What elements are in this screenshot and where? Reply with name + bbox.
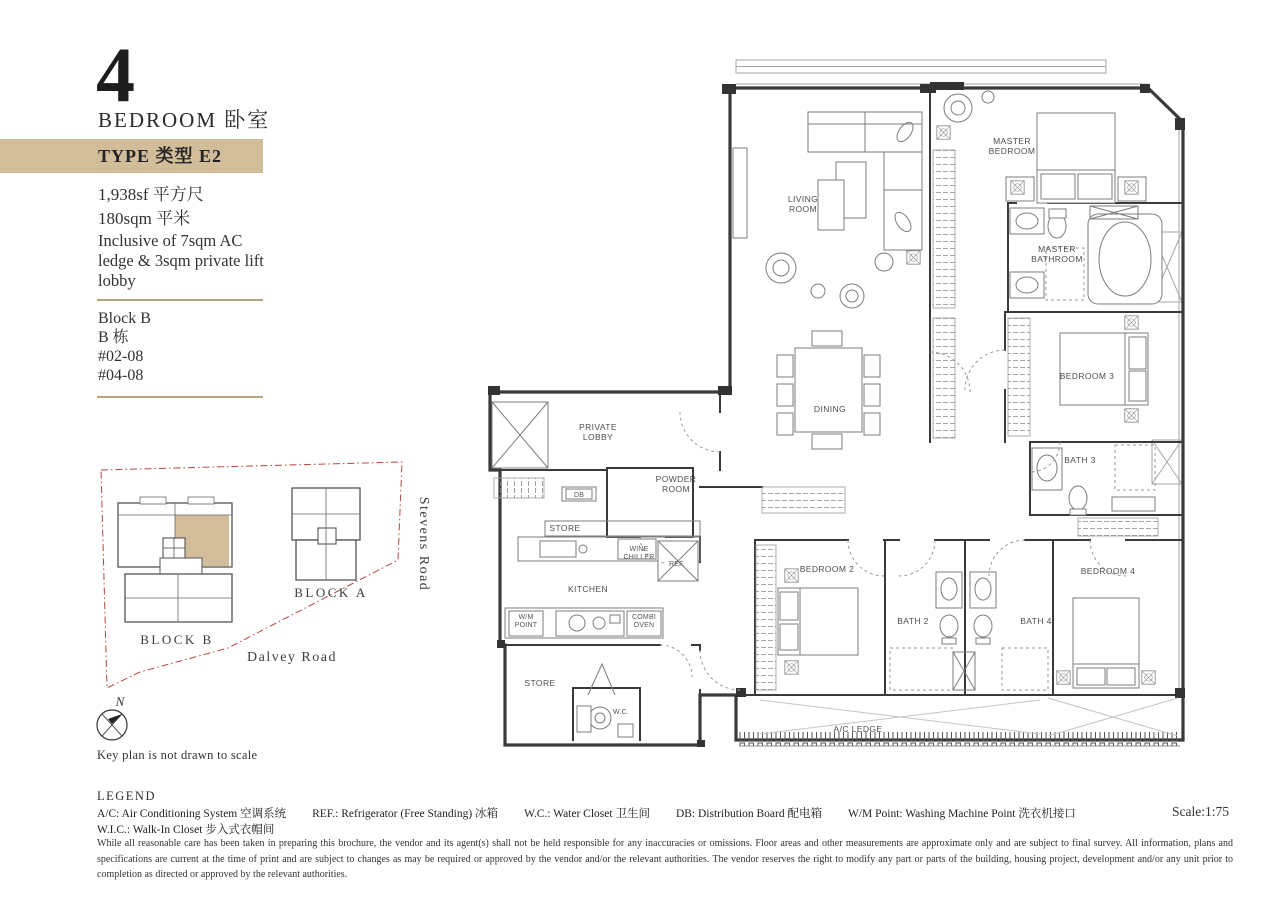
room-label: POWDER ROOM xyxy=(655,474,697,494)
room-label: BATH 4 xyxy=(1020,616,1052,626)
legend-item-db: DB: Distribution Board 配电箱 xyxy=(675,808,822,820)
room-label: DB xyxy=(573,492,585,499)
room-label: A/C LEDGE xyxy=(833,724,883,734)
room-label: BEDROOM 3 xyxy=(1059,371,1115,381)
block-info xyxy=(98,309,151,385)
room-label: BEDROOM 2 xyxy=(799,564,855,574)
room-label: BATH 2 xyxy=(897,616,929,626)
room-label: MASTER BATHROOM xyxy=(1031,244,1083,264)
room-label: BEDROOM 4 xyxy=(1080,566,1136,576)
legend-items xyxy=(97,805,1137,837)
keyplan-label: Key plan is not drawn to scale xyxy=(97,748,258,762)
room-label: PRIVATE LOBBY xyxy=(579,422,617,442)
block-name: Block B xyxy=(98,310,151,327)
keyplan-label: Dalvey Road xyxy=(247,650,337,665)
key-plan xyxy=(97,462,402,740)
block-name-cn: B 栋 xyxy=(98,329,129,346)
divider-top xyxy=(97,299,263,301)
unit-stack-2: #04-08 xyxy=(98,367,144,384)
room-label: BATH 3 xyxy=(1064,455,1096,465)
area-sqm: 180sqm 平米 xyxy=(98,209,191,229)
room-label: STORE xyxy=(524,678,556,688)
area-info xyxy=(98,183,204,231)
keyplan-label: BLOCK A xyxy=(294,585,368,600)
room-label: LIVING ROOM xyxy=(787,194,819,214)
scale-note: Scale:1:75 xyxy=(1172,804,1229,819)
north-compass-icon xyxy=(97,710,127,740)
room-label: STORE xyxy=(549,523,581,533)
inclusive-note: Inclusive of 7sqm AC ledge & 3sqm private lift lobby xyxy=(98,231,264,291)
legend-item-ac: A/C: Air Conditioning System 空调系统 xyxy=(97,808,287,820)
room-label: DINING xyxy=(813,404,847,414)
room-label: W.C. xyxy=(613,709,629,716)
legend-item-wc: W.C.: Water Closet 卫生间 xyxy=(524,808,650,820)
disclaimer-text: While all reasonable care has been taken in preparing this brochure, the vendor and its agent(s) shall not be held responsible for any inaccuracies or omissions. Floor areas and other measurements are approximate only and are subject to final survey. All information, plans and specifications are current at the time of print and are subject to changes as may be required or approved by the vendor and/or the relevant authorities. The vendor reserves the right to modify any part or parts of the building, housing project, development and/or any unit prior to completion as directed or approved by the relevant authorities. xyxy=(97,838,1233,880)
legend-item-wic: W.I.C.: Walk-In Closet 步入式衣帽间 xyxy=(97,824,275,836)
room-label: WINE CHILLER xyxy=(623,546,655,561)
room-label: MASTER BEDROOM xyxy=(988,136,1036,156)
plan-furniture xyxy=(492,91,1180,746)
legend-heading: LEGEND xyxy=(97,789,156,803)
unit-type-title: BEDROOM 卧室 xyxy=(98,108,271,132)
divider-bottom xyxy=(97,396,263,398)
room-label: COMBI OVEN xyxy=(632,614,656,629)
area-sf: 1,938sf 平方尺 xyxy=(98,185,204,204)
keyplan-label: BLOCK B xyxy=(140,632,214,647)
room-label: KITCHEN xyxy=(567,584,609,594)
keyplan-label: N xyxy=(115,694,125,709)
keyplan-label: Stevens Road xyxy=(416,496,431,592)
unit-bedroom-count: 4 xyxy=(96,31,135,118)
room-label: REF. xyxy=(669,561,685,568)
legend-item-ref: REF.: Refrigerator (Free Standing) 冰箱 xyxy=(312,808,499,820)
type-banner: TYPE 类型 E2 xyxy=(0,139,263,173)
legend-item-wm: W/M Point: Washing Machine Point 洗衣机接口 xyxy=(847,808,1076,820)
unit-stack-1: #02-08 xyxy=(98,348,144,365)
room-label: W/M POINT xyxy=(514,614,538,629)
